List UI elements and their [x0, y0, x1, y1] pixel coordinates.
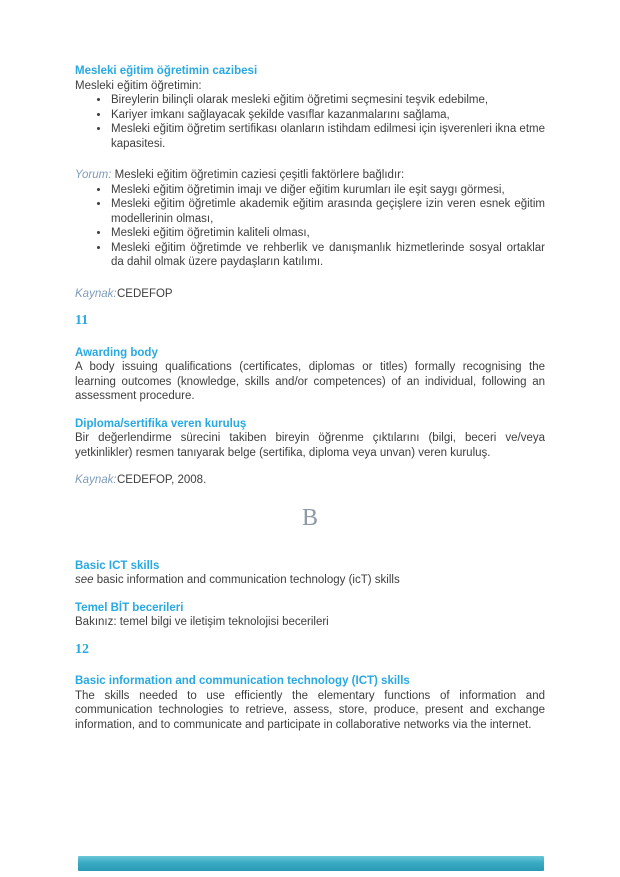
see-text: basic information and communication technology (icT) skills: [93, 574, 400, 586]
term-definition: Bir değerlendirme sürecini takiben bireyin öğrenme çıktılarını (bilgi, beceri ve/veya yetkinlikler) resmen tanıyarak belge (sertifika, diploma veya unvan) veren kuruluş.: [75, 432, 545, 459]
term-definition: The skills needed to use efficiently the elementary functions of information and communication technologies to retrieve, assess, store, produce, present and exchange information, and to communicate and participate in collaborative networks via the internet.: [75, 689, 545, 731]
list-item: • Mesleki eğitim öğretim sertifikası olanların istihdam edilmesi için işverenleri ikna etme kapasitesi.: [110, 122, 545, 151]
list-item: • Mesleki eğitim öğretimle akademik eğitim arasında geçişlere izin veren esnek eğitim modellerinin olması,: [110, 197, 545, 226]
term-heading-basic-ict-full: Basic information and communication technology (ICT) skills: [75, 675, 410, 687]
list-item: • Kariyer imkanı sağlayacak şekilde vasıflar kazanmalarını sağlama,: [110, 108, 545, 123]
list-item: • Bireylerin bilinçli olarak mesleki eğitim öğretimi seçmesini teşvik edebilme,: [110, 93, 545, 108]
cross-reference-line: Bakınız: temel bilgi ve iletişim teknolojisi becerileri: [75, 616, 329, 628]
page-number-11: 11: [75, 313, 89, 328]
list-item: • Mesleki eğitim öğretimin imajı ve diğer eğitim kurumları ile eşit saygı görmesi,: [110, 183, 545, 198]
page-content: [75, 64, 545, 732]
source-text: CEDEFOP: [117, 287, 173, 300]
source-line: [75, 287, 545, 302]
bullet-list-attractiveness: [75, 93, 545, 151]
term-heading-basic-ict: Basic ICT skills: [75, 559, 160, 572]
page-number-12: 12: [75, 641, 89, 657]
term-intro: Mesleki eğitim öğretimin:: [75, 79, 202, 92]
bullet-list-comment-factors: [75, 183, 545, 270]
term-definition: A body issuing qualifications (certificates, diplomas or titles) formally recognising the learning outcomes (knowledge, skills and/or competences) of an individual, following an assessment procedure.: [75, 361, 545, 402]
list-item: • Mesleki eğitim öğretimin kaliteli olması,: [110, 226, 545, 241]
list-item: • Mesleki eğitim öğretimde ve rehberlik ve danışmanlık hizmetlerinde sosyal ortaklar da dahil olmak üzere paydaşların katılımı.: [110, 241, 545, 270]
term-heading-diploma-kurulus: Diploma/sertifika veren kuruluş: [75, 417, 247, 430]
term-heading-awarding-body: Awarding body: [75, 346, 158, 359]
source-label: Kaynak:: [75, 474, 117, 486]
see-label: see: [75, 574, 94, 586]
term-heading-mesleki-cazibesi: Mesleki eğitim öğretimin cazibesi: [75, 65, 258, 77]
comment-line: [75, 168, 545, 183]
footer-decoration-bar: [78, 856, 544, 871]
term-heading-temel-bit: Temel BİT becerileri: [75, 601, 184, 614]
letter-divider-b: B: [301, 504, 318, 531]
source-label: Kaynak:: [75, 287, 117, 300]
comment-text: Mesleki eğitim öğretimin caziesi çeşitli faktörlere bağlıdır:: [114, 169, 405, 181]
cross-reference-line: [75, 573, 545, 588]
source-line: [75, 473, 545, 488]
source-text: CEDEFOP, 2008.: [117, 474, 207, 486]
comment-label: Yorum:: [75, 169, 112, 181]
